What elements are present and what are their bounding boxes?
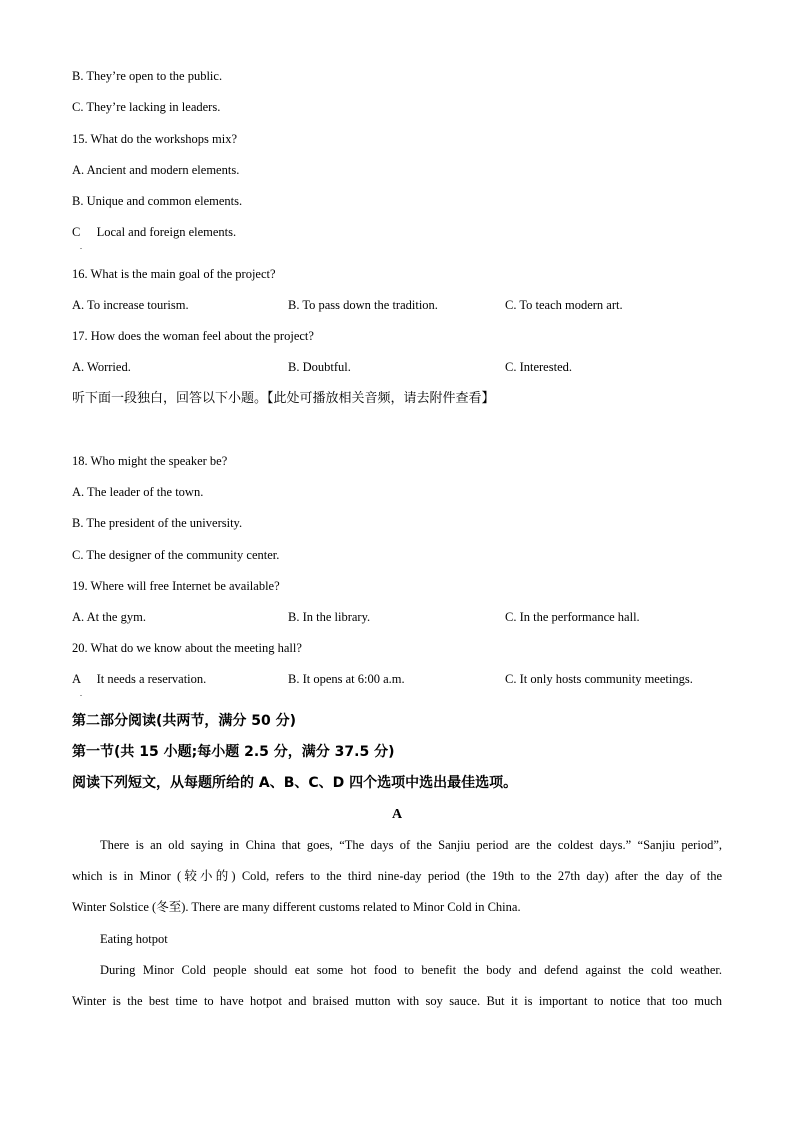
passage-line: Winter is the best time to have hotpot and braised mutton with soy sauce. But it is important to notice that too much (72, 994, 722, 1008)
question-19: 19. Where will free Internet be available? (72, 579, 280, 593)
passage-line: During Minor Cold people should eat some hot food to benefit the body and defend against the cold weather. (100, 963, 722, 977)
q15-option-c-text: Local and foreign elements. (96, 225, 237, 239)
q20-option-a-text: It needs a reservation. (96, 672, 207, 686)
stray-dot: . (80, 242, 82, 251)
q20-options (72, 670, 732, 688)
passage-line: which is in Minor (较小的) Cold, refers to the third nine-day period (the 19th to the 27th day) after the day of the (72, 869, 722, 883)
q18-option-b: B. The president of the university. (72, 516, 243, 530)
q17-option-a: A. Worried. (72, 360, 131, 374)
passage-line: There is an old saying in China that goes, “The days of the Sanjiu period are the coldest days.” “Sanjiu period”, (100, 838, 722, 852)
part-two-title: 第二部分阅读(共两节，满分 50 分) (72, 713, 297, 729)
passage-line: Winter Solstice (冬至). There are many different customs related to Minor Cold in China. (72, 900, 521, 914)
q15-option-a: A. Ancient and modern elements. (72, 163, 240, 177)
question-18: 18. Who might the speaker be? (72, 454, 228, 468)
question-15: 15. What do the workshops mix? (72, 132, 238, 146)
monologue-instruction: 听下面一段独白，回答以下小题。【此处可播放相关音频，请去附件查看】 (72, 391, 495, 406)
q14-option-b: B. They’re open to the public. (72, 69, 223, 83)
q20-option-b: B. It opens at 6:00 a.m. (288, 672, 405, 686)
q18-option-c: C. The designer of the community center. (72, 548, 280, 562)
q18-option-a: A. The leader of the town. (72, 485, 204, 499)
q17-option-b: B. Doubtful. (288, 360, 351, 374)
q15-option-c-letter: C (72, 225, 81, 239)
q14-option-c: C. They’re lacking in leaders. (72, 100, 221, 114)
q16-option-c: C. To teach modern art. (505, 298, 623, 312)
q16-option-a: A. To increase tourism. (72, 298, 189, 312)
question-16: 16. What is the main goal of the project? (72, 267, 276, 281)
stray-dot: . (80, 689, 82, 698)
q16-option-b: B. To pass down the tradition. (288, 298, 438, 312)
passage-label: A (391, 807, 403, 822)
question-20: 20. What do we know about the meeting hall? (72, 641, 302, 655)
section-one-title: 第一节(共 15 小题;每小题 2.5 分，满分 37.5 分) (72, 744, 395, 760)
passage-subheading: Eating hotpot (100, 932, 168, 946)
passage-paragraph-1 (72, 830, 722, 923)
q20-option-a-letter: A (72, 672, 81, 686)
q17-option-c: C. Interested. (505, 360, 572, 374)
reading-instruction: 阅读下列短文，从每题所给的 A、B、C、D 四个选项中选出最佳选项。 (72, 775, 518, 791)
q19-options (72, 608, 732, 626)
q20-option-a (72, 672, 206, 686)
q20-option-c: C. It only hosts community meetings. (505, 672, 693, 686)
q17-options (72, 358, 732, 376)
q19-option-a: A. At the gym. (72, 610, 146, 624)
question-17: 17. How does the woman feel about the project? (72, 329, 314, 343)
q15-option-b: B. Unique and common elements. (72, 194, 243, 208)
passage-paragraph-2 (72, 955, 722, 1017)
q19-option-b: B. In the library. (288, 610, 371, 624)
q15-option-c (72, 223, 236, 241)
q16-options (72, 296, 732, 314)
q19-option-c: C. In the performance hall. (505, 610, 640, 624)
